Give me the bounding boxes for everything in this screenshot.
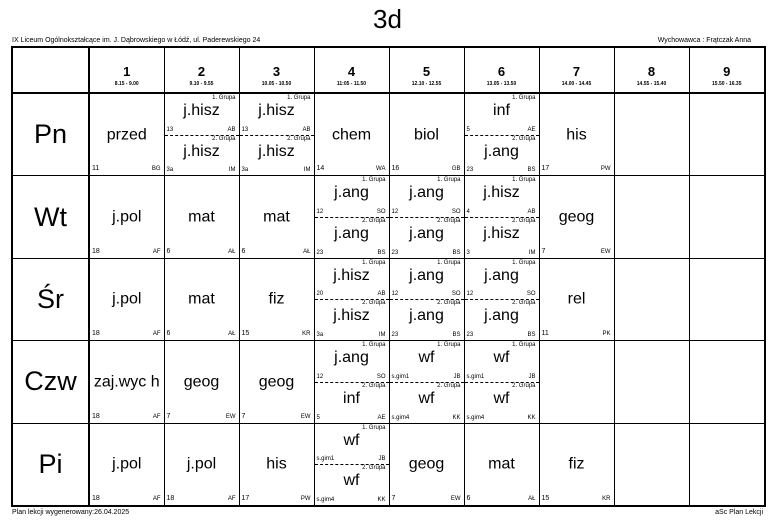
lesson-teacher: BS [527,167,536,174]
period-time: 12.10 - 12.55 [411,81,442,87]
lesson-room: 3 [466,249,470,256]
lesson-room: s.gim4 [391,414,410,421]
lesson-cell [164,258,239,340]
group-lesson [315,464,389,505]
lesson-teacher: AB [302,126,311,133]
lesson-room: 14 [316,165,325,173]
timetable-body [12,93,765,506]
lesson-subject: j.hisz [483,184,520,202]
group-lesson [165,94,239,136]
lesson-subject: wf [418,389,435,407]
lesson-teacher: AF [152,496,161,502]
lesson-cell [89,258,164,340]
period-number: 4 [347,64,356,79]
lesson-room: 20 [316,291,324,298]
lesson-subject: wf [418,349,435,367]
group-label: 1. Grupa [287,95,311,101]
lesson-subject: j.hisz [258,142,295,160]
group-label: 2. Grupa [437,382,461,389]
period-number: 5 [422,64,431,79]
period-number: 8 [647,64,656,79]
class-teacher: Wychowawca : Frątczak Anna [657,37,751,44]
school-name: IX Liceum Ogólnokształcące im. J. Dąbrowskiego w Łódź, ul. Paderewskiego 24 [12,37,261,44]
lesson-teacher: AF [152,248,161,255]
lesson-room: 17 [541,165,550,173]
period-time: 8.15 - 9.00 [114,81,139,87]
group-lesson [465,135,539,176]
group-lesson [315,299,389,340]
lesson-room: 16 [391,165,400,173]
day-row [12,341,765,423]
lesson-cell [689,341,765,423]
lesson-subject: j.hisz [333,266,370,284]
lesson-room: 23 [316,249,324,256]
lesson-room: 5 [316,414,320,421]
group-lesson [165,135,239,176]
lesson-cell [164,341,239,423]
lesson-cell [89,176,164,258]
lesson-room: 23 [391,332,399,339]
lesson-subject: mat [263,208,290,226]
lesson-room: 4 [466,209,470,216]
lesson-subject: wf [493,349,510,367]
lesson-teacher: JB [453,373,461,380]
period-time: 14.00 - 14.45 [561,81,592,87]
period-header [539,47,614,93]
group-lesson [315,259,389,301]
lesson-room: 12 [316,209,324,216]
lesson-teacher: BS [452,332,461,339]
period-header [164,47,239,93]
group-label: 2. Grupa [437,300,461,307]
lesson-subject: j.hisz [183,142,220,160]
lesson-cell [689,258,765,340]
group-lesson [240,94,314,136]
lesson-room: 13 [241,126,249,133]
lesson-subject: wf [343,431,360,449]
period-header-row [12,47,765,93]
lesson-subject: biol [414,126,439,144]
lesson-cell [614,341,689,423]
lesson-cell [464,341,539,423]
lesson-cell [614,423,689,506]
lesson-room: 3a [241,167,249,174]
group-lesson [465,259,539,301]
lesson-cell [389,423,464,506]
lesson-subject: geog [408,455,445,473]
day-label: Pn [12,93,89,176]
lesson-cell [614,93,689,176]
period-header [239,47,314,93]
lesson-teacher: KR [302,331,311,338]
period-number: 2 [197,64,206,79]
group-label: 2. Grupa [512,135,536,142]
lesson-room: s.gim1 [316,456,335,463]
lesson-teacher: KR [602,496,611,502]
lesson-subject: his [566,126,587,144]
group-lesson [465,94,539,136]
lesson-teacher: IM [303,167,311,174]
lesson-room: 23 [391,249,399,256]
lesson-cell [389,93,464,176]
lesson-room: 7 [166,412,171,420]
lesson-room: s.gim1 [391,373,410,380]
lesson-teacher: EW [300,413,311,420]
lesson-cell [464,423,539,506]
lesson-subject: j.hisz [333,307,370,325]
lesson-cell [89,341,164,423]
lesson-room: 6 [166,247,171,255]
lesson-teacher: KK [527,414,536,421]
group-lesson [390,341,464,383]
lesson-subject: zaj.wyc h [93,373,160,391]
lesson-cell [464,93,539,176]
lesson-room: 11 [541,330,549,338]
lesson-teacher: BS [527,332,536,339]
group-lesson [465,382,539,423]
group-lesson [390,217,464,258]
lesson-subject: mat [488,455,515,473]
lesson-teacher: SO [376,373,386,380]
group-lesson [240,135,314,176]
group-lesson [315,424,389,466]
lesson-cell [689,423,765,506]
lesson-cell [614,258,689,340]
lesson-subject: inf [343,389,360,407]
lesson-teacher: KK [377,497,386,503]
group-lesson [390,382,464,423]
lesson-cell [539,341,614,423]
lesson-teacher: IM [528,249,536,256]
lesson-cell [539,93,614,176]
group-label: 2. Grupa [362,300,386,307]
lesson-teacher: AŁ [228,331,236,338]
lesson-teacher: PW [600,166,611,173]
lesson-subject: geog [183,373,220,391]
group-lesson [315,217,389,258]
lesson-room: s.gim4 [466,414,485,421]
lesson-room: 3a [166,167,174,174]
lesson-room: 18 [92,495,100,502]
lesson-teacher: IM [228,167,236,174]
lesson-room: 11 [92,165,100,173]
day-row [12,93,765,176]
group-label: 2. Grupa [287,135,311,142]
lesson-cell [239,176,314,258]
group-label: 2. Grupa [512,218,536,225]
period-header [614,47,689,93]
day-label: Pi [12,423,89,506]
lesson-subject: j.hisz [483,225,520,243]
lesson-teacher: EW [225,413,236,420]
lesson-teacher: EW [600,248,611,255]
lesson-cell [164,423,239,506]
lesson-subject: rel [567,290,586,308]
lesson-subject: j.ang [409,307,444,325]
lesson-room: 12 [466,291,474,298]
lesson-room: 23 [466,332,474,339]
group-label: 1. Grupa [512,95,536,101]
lesson-subject: wf [493,389,510,407]
group-label: 2. Grupa [512,382,536,389]
lesson-teacher: BG [151,166,161,173]
lesson-cell [239,341,314,423]
group-lesson [465,176,539,218]
group-lesson [390,259,464,301]
lesson-teacher: AŁ [528,496,536,502]
group-label: 2. Grupa [437,218,461,225]
group-label: 2. Grupa [362,382,386,389]
lesson-cell [389,258,464,340]
day-label: Wt [12,176,89,258]
lesson-teacher: SO [451,209,461,216]
lesson-teacher: AF [152,413,161,420]
lesson-subject: j.hisz [183,102,220,119]
generated-date: Plan lekcji wygenerowany:26.04.2025 [12,509,130,516]
lesson-teacher: AŁ [303,248,311,255]
lesson-room: 13 [166,126,174,133]
lesson-subject: his [266,455,287,473]
lesson-teacher: AF [152,331,161,338]
group-label: 1. Grupa [362,342,386,349]
day-label: Śr [12,258,89,340]
lesson-room: 7 [541,247,546,255]
lesson-room: 17 [241,495,250,502]
lesson-room: 6 [466,495,471,502]
lesson-teacher: AB [377,291,386,298]
group-label: 1. Grupa [437,259,461,266]
group-label: 1. Grupa [512,342,536,349]
lesson-teacher: EW [450,496,461,502]
lesson-room: 7 [391,495,396,502]
lesson-cell [689,93,765,176]
lesson-room: 12 [316,373,324,380]
lesson-cell [89,93,164,176]
lesson-subject: mat [188,208,215,226]
lesson-room: s.gim4 [316,497,335,503]
lesson-room: 12 [391,209,399,216]
day-label: Czw [12,341,89,423]
group-lesson [465,341,539,383]
lesson-cell [314,341,389,423]
lesson-cell [164,93,239,176]
footer-brand: aSc Plan Lekcji [715,509,763,516]
period-number: 1 [123,64,131,79]
corner-cell [12,47,89,93]
period-number: 3 [272,64,281,79]
lesson-subject: j.pol [112,208,142,226]
lesson-room: 6 [241,247,246,255]
lesson-subject: j.pol [112,455,142,473]
lesson-subject: j.ang [334,349,369,367]
group-lesson [390,176,464,218]
lesson-subject: j.ang [484,266,519,284]
lesson-cell [89,423,164,506]
group-lesson [315,382,389,423]
lesson-subject: wf [343,472,360,490]
group-lesson [390,299,464,340]
lesson-subject: j.hisz [258,102,295,119]
lesson-teacher: SO [526,291,536,298]
group-label: 2. Grupa [362,218,386,225]
lesson-teacher: WA [376,166,386,173]
lesson-teacher: JB [378,456,386,463]
lesson-cell [539,423,614,506]
lesson-subject: j.pol [186,455,217,473]
timetable [11,46,766,507]
lesson-teacher: SO [376,209,386,216]
day-row [12,423,765,506]
group-label: 1. Grupa [512,259,536,266]
lesson-room: s.gim1 [466,373,485,380]
lesson-room: 5 [466,126,470,133]
lesson-teacher: JB [528,373,536,380]
lesson-room: 18 [92,330,100,338]
group-label: 1. Grupa [212,95,236,101]
lesson-subject: chem [331,126,372,144]
group-label: 1. Grupa [362,424,386,431]
group-label: 1. Grupa [362,259,386,266]
lesson-room: 12 [391,291,399,298]
group-label: 1. Grupa [512,177,536,184]
lesson-room: 6 [166,330,171,338]
lesson-cell [389,176,464,258]
period-number: 7 [572,64,581,79]
lesson-room: 15 [241,330,250,338]
lesson-subject: przed [106,126,147,144]
period-header [464,47,539,93]
lesson-cell [314,93,389,176]
lesson-teacher: PW [300,496,311,502]
lesson-cell [239,258,314,340]
group-label: 1. Grupa [437,177,461,184]
period-time: 15.50 - 16.35 [712,81,742,87]
period-header [89,47,164,93]
lesson-teacher: BS [452,249,461,256]
day-row [12,176,765,258]
lesson-subject: geog [558,208,595,226]
lesson-teacher: AB [227,126,236,133]
lesson-room: 15 [541,495,550,502]
period-time: 10.05 - 10.50 [261,81,292,87]
lesson-cell [239,93,314,176]
lesson-subject: j.ang [484,142,519,160]
group-lesson [465,217,539,258]
group-label: 2. Grupa [362,465,386,472]
lesson-subject: fiz [568,455,585,473]
lesson-cell [314,258,389,340]
lesson-cell [389,341,464,423]
lesson-cell [239,423,314,506]
lesson-teacher: AE [377,414,386,421]
period-number: 6 [497,64,506,79]
lesson-subject: j.pol [112,290,142,308]
period-number: 9 [723,64,731,79]
lesson-subject: j.ang [334,184,369,202]
lesson-teacher: AB [527,209,536,216]
lesson-cell [539,176,614,258]
lesson-teacher: GB [451,166,461,173]
period-time: 14.55 - 15.40 [636,81,667,87]
group-lesson [465,299,539,340]
period-header [314,47,389,93]
period-time: 9.10 - 9.55 [189,81,214,87]
lesson-room: 7 [241,412,246,420]
lesson-room: 18 [92,412,100,420]
lesson-cell [464,258,539,340]
lesson-cell [164,176,239,258]
lesson-teacher: SO [451,291,461,298]
group-lesson [315,341,389,383]
lesson-teacher: AŁ [228,248,236,255]
lesson-subject: inf [493,102,510,119]
day-row [12,258,765,340]
group-label: 2. Grupa [512,300,536,307]
lesson-teacher: AF [227,496,236,502]
lesson-subject: j.ang [409,184,444,202]
lesson-cell [314,176,389,258]
lesson-subject: j.ang [484,307,519,325]
lesson-room: 18 [166,495,175,502]
group-label: 1. Grupa [437,342,461,349]
lesson-subject: j.ang [409,225,444,243]
lesson-cell [689,176,765,258]
lesson-teacher: PK [602,331,611,338]
lesson-room: 23 [466,167,474,174]
lesson-cell [614,176,689,258]
period-header [689,47,765,93]
lesson-room: 18 [92,247,100,255]
group-lesson [315,176,389,218]
group-label: 2. Grupa [212,135,236,142]
lesson-subject: mat [188,290,215,308]
lesson-subject: fiz [268,290,285,308]
lesson-subject: geog [258,373,295,391]
lesson-teacher: BS [377,249,386,256]
lesson-cell [314,423,389,506]
lesson-room: 3a [316,332,324,339]
page-title: 3d [373,4,402,34]
period-time: 13.05 - 13.50 [486,81,517,87]
lesson-cell [539,258,614,340]
lesson-cell [464,176,539,258]
lesson-subject: j.ang [334,225,369,243]
period-time: 11:05 - 11.50 [336,81,367,87]
period-header [389,47,464,93]
lesson-teacher: AE [527,126,536,133]
lesson-teacher: KK [452,414,461,421]
lesson-subject: j.ang [409,266,444,284]
group-label: 1. Grupa [362,177,386,184]
lesson-teacher: IM [378,332,386,339]
